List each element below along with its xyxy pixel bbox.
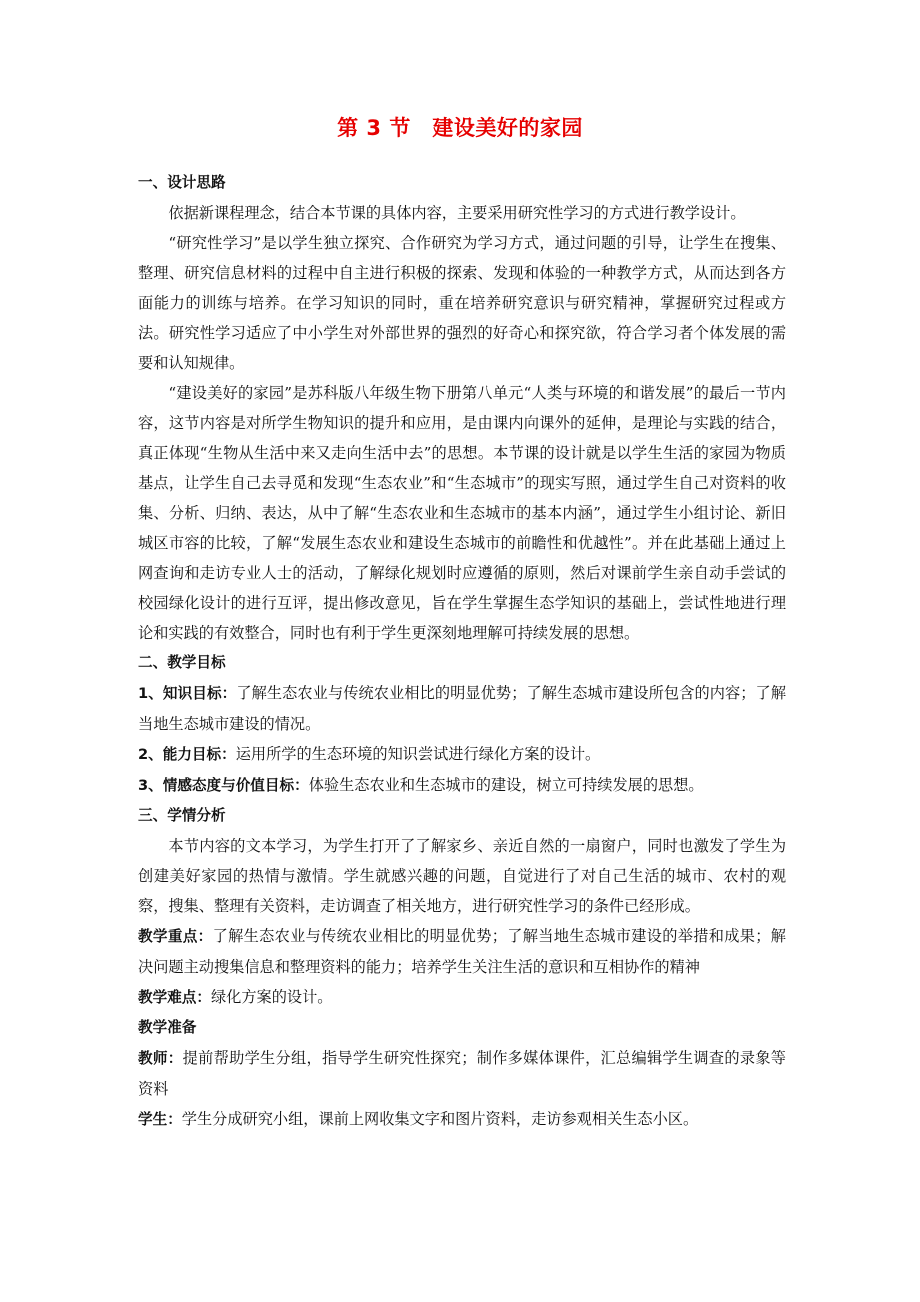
goal-ability bbox=[138, 739, 786, 770]
teacher-label: 教师： bbox=[138, 1050, 183, 1067]
prep-teacher bbox=[138, 1043, 786, 1104]
paragraph: “研究性学习”是以学生独立探究、合作研究为学习方式，通过问题的引导，让学生在搜集、整理、研究信息材料的过程中自主进行积极的探索、发现和体验的一种教学方式，从而达到各方面能力的训练与培养。在学习知识的同时，重在培养研究意识与研究精神，掌握研究过程或方法。研究性学习适应了中小学生对外部世界的强烈的好奇心和探究欲，符合学习者个体发展的需要和认知规律。 bbox=[138, 234, 786, 372]
student-label: 学生： bbox=[138, 1111, 182, 1128]
goal-label: 1、知识目标： bbox=[138, 685, 237, 702]
teacher-text: 提前帮助学生分组，指导学生研究性探究；制作多媒体课件，汇总编辑学生调查的录象等资料 bbox=[138, 1049, 786, 1098]
teaching-difficulty bbox=[138, 982, 786, 1013]
page-title: 第 3 节 建设美好的家园 bbox=[337, 116, 583, 140]
teaching-key-points bbox=[138, 921, 786, 982]
paragraph: 依据新课程理念，结合本节课的具体内容，主要采用研究性学习的方式进行教学设计。 bbox=[168, 204, 746, 222]
section-heading-goals: 二、教学目标 bbox=[138, 654, 226, 671]
key-text: 了解生态农业与传统农业相比的明显优势；了解当地生态城市建设的举措和成果；解决问题主动搜集信息和整理资料的能力；培养学生关注生活的意识和互相协作的精神 bbox=[138, 927, 786, 976]
difficulty-text: 绿化方案的设计。 bbox=[210, 988, 333, 1006]
section-heading-preparation: 教学准备 bbox=[138, 1019, 197, 1036]
goal-text: 运用所学的生态环境的知识尝试进行绿化方案的设计。 bbox=[235, 745, 601, 763]
difficulty-label: 教学难点： bbox=[138, 989, 211, 1006]
goal-label: 3、情感态度与价值目标： bbox=[138, 777, 309, 794]
paragraph: 本节内容的文本学习，为学生打开了了解家乡、亲近自然的一扇窗户，同时也激发了学生为创建美好家园的热情与激情。学生就感兴趣的问题，自觉进行了对自己生活的城市、农村的观察，搜集、整理有关资料，走访调查了相关地方，进行研究性学习的条件已经形成。 bbox=[138, 837, 786, 915]
student-text: 学生分成研究小组，课前上网收集文字和图片资料，走访参观相关生态小区。 bbox=[181, 1110, 699, 1128]
goal-knowledge bbox=[138, 678, 786, 739]
paragraph: “建设美好的家园”是苏科版八年级生物下册第八单元“人类与环境的和谐发展”的最后一节内容，这节内容是对所学生物知识的提升和应用，是由课内向课外的延伸，是理论与实践的结合，真正体现“生物从生活中来又走向生活中去”的思想。本节课的设计就是以学生生活的家园为物质基点，让学生自己去寻觅和发现“生态农业”和“生态城市”的现实写照，通过学生自己对资料的收集、分析、归纳、表达，从中了解“生态农业和生态城市的基本内涵”，通过学生小组讨论、新旧城区市容的比较，了解“发展生态农业和建设生态城市的前瞻性和优越性”。并在此基础上通过上网查询和走访专业人士的活动，了解绿化规划时应遵循的原则，然后对课前学生亲自动手尝试的校园绿化设计的进行互评，提出修改意见，旨在学生掌握生态学知识的基础上，尝试性地进行理论和实践的有效整合，同时也有利于学生更深刻地理解可持续发展的思想。 bbox=[138, 384, 786, 642]
goal-text: 了解生态农业与传统农业相比的明显优势；了解生态城市建设所包含的内容；了解当地生态城市建设的情况。 bbox=[138, 684, 787, 733]
document-body bbox=[138, 168, 786, 1135]
goal-text: 体验生态农业和生态城市的建设，树立可持续发展的思想。 bbox=[308, 776, 704, 794]
prep-student bbox=[138, 1104, 786, 1135]
goal-label: 2、能力目标： bbox=[138, 746, 236, 763]
goal-attitude bbox=[138, 770, 786, 801]
key-label: 教学重点： bbox=[138, 928, 213, 945]
section-heading-analysis: 三、学情分析 bbox=[138, 807, 226, 824]
section-heading-design: 一、设计思路 bbox=[138, 174, 226, 191]
